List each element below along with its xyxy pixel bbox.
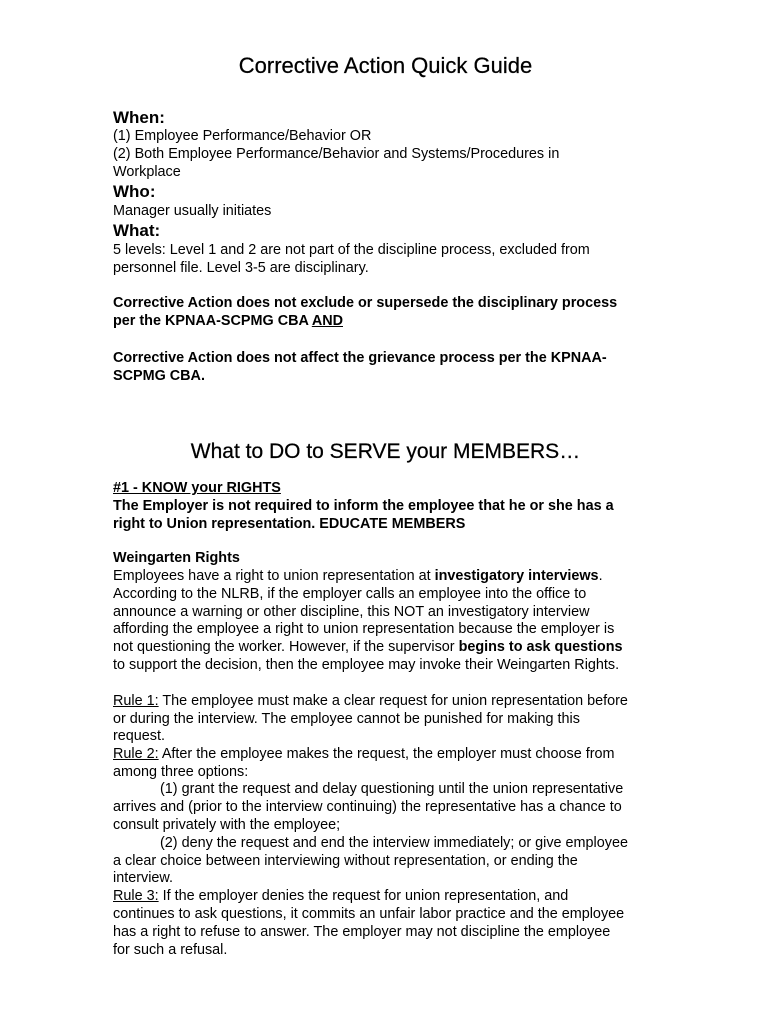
weingarten-line-3: announce a warning or other discipline, this NOT an investigatory interview: [113, 604, 590, 620]
rule-3-line-2: continues to ask questions, it commits an unfair labor practice and the employee: [113, 906, 625, 922]
when-line-3: Workplace: [113, 164, 181, 180]
know-rights-line-2: right to Union representation. EDUCATE MEMBERS: [113, 516, 466, 532]
rule-1-label: Rule 1:: [113, 693, 159, 709]
investigatory-interviews-emphasis: investigatory interviews: [434, 568, 599, 584]
rule-1-line-1: [113, 693, 673, 711]
weingarten-line-4: affording the employee a right to union representation because the employer is: [113, 621, 615, 637]
who-heading: Who:: [113, 182, 156, 201]
rule-3-line-4: for such a refusal.: [113, 942, 228, 958]
rule-3-line-3: has a right to refuse to answer. The employer may not discipline the employee: [113, 924, 611, 940]
what-heading: What:: [113, 221, 161, 240]
weingarten-heading: Weingarten Rights: [113, 550, 240, 566]
notice-2-line-1: Corrective Action does not affect the grievance process per the KPNAA-: [113, 350, 607, 366]
what-line-2: personnel file. Level 3-5 are disciplinary.: [113, 260, 369, 276]
rule-2-label: Rule 2:: [113, 746, 159, 762]
option-2-line-3: interview.: [113, 870, 173, 886]
and-emphasis: AND: [311, 313, 343, 329]
rule-1-line-2: or during the interview. The employee cannot be punished for making this: [113, 711, 580, 727]
rule-3-line-1: [113, 888, 673, 906]
rule-1-text-1: The employee must make a clear request for union representation before: [158, 693, 628, 709]
weingarten-line-6: to support the decision, then the employee may invoke their Weingarten Rights.: [113, 657, 620, 673]
page-title: Corrective Action Quick Guide: [238, 53, 533, 78]
section-2-title: What to DO to SERVE your MEMBERS…: [190, 440, 581, 463]
notice-1-line-1: Corrective Action does not exclude or supersede the disciplinary process: [113, 295, 618, 311]
when-line-1: (1) Employee Performance/Behavior OR: [113, 128, 372, 144]
when-heading: When:: [113, 108, 165, 127]
weingarten-line-5: [113, 639, 673, 657]
option-2-line-1: (2) deny the request and end the interview immediately; or give employee: [160, 835, 628, 851]
what-line-1: 5 levels: Level 1 and 2 are not part of the discipline process, excluded from: [113, 242, 590, 258]
notice-2-line-2: SCPMG CBA.: [113, 368, 205, 384]
weingarten-line-1: [113, 568, 673, 586]
rule-2-text-1: After the employee makes the request, the employer must choose from: [158, 746, 615, 762]
weingarten-text-1c: .: [598, 568, 603, 584]
weingarten-text-1a: Employees have a right to union representation at: [113, 568, 435, 584]
weingarten-line-2: According to the NLRB, if the employer calls an employee into the office to: [113, 586, 587, 602]
option-1-line-3: consult privately with the employee;: [113, 817, 341, 833]
who-line-1: Manager usually initiates: [113, 203, 272, 219]
weingarten-text-5a: not questioning the worker. However, if the supervisor: [113, 639, 459, 655]
when-line-2: (2) Both Employee Performance/Behavior and Systems/Procedures in: [113, 146, 560, 162]
rule-1-line-3: request.: [113, 728, 165, 744]
option-2-line-2: a clear choice between interviewing without representation, or ending the: [113, 853, 578, 869]
rule-3-label: Rule 3:: [113, 888, 159, 904]
begins-to-ask-emphasis: begins to ask questions: [458, 639, 623, 655]
rule-2-line-2: among three options:: [113, 764, 249, 780]
know-rights-heading: #1 - KNOW your RIGHTS: [113, 480, 281, 496]
notice-1-text: per the KPNAA-SCPMG CBA: [113, 313, 312, 329]
option-1-line-2: arrives and (prior to the interview continuing) the representative has a chance to: [113, 799, 622, 815]
rule-2-line-1: [113, 746, 673, 764]
rule-3-text-1: If the employer denies the request for union representation, and: [158, 888, 569, 904]
notice-1-line-2: [113, 313, 673, 331]
know-rights-line-1: The Employer is not required to inform the employee that he or she has a: [113, 498, 614, 514]
option-1-line-1: (1) grant the request and delay questioning until the union representative: [160, 781, 624, 797]
